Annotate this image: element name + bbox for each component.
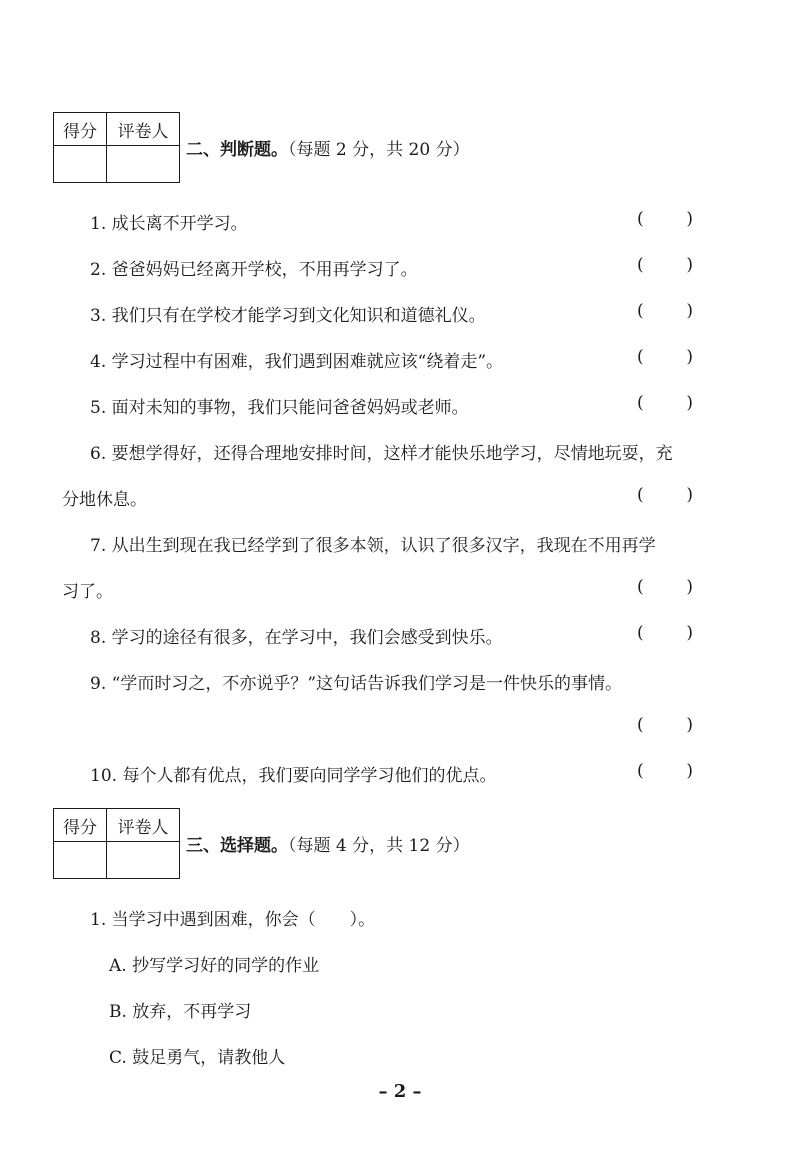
page-number: – 2 – xyxy=(378,1081,422,1102)
section2-title: 二、判断题。 xyxy=(186,140,288,160)
answer-paren-10[interactable]: ( ) xyxy=(637,761,693,781)
judge-item-4: 4. 学习过程中有困难，我们遇到困难就应该“绕着走”。 xyxy=(90,352,504,372)
judge-item-6-line2: 分地休息。 xyxy=(62,490,147,510)
answer-paren-6[interactable]: ( ) xyxy=(637,485,693,505)
judge-item-6-line1: 6. 要想学得好，还得合理地安排时间，这样才能快乐地学习，尽情地玩耍，充 xyxy=(90,444,673,464)
section3-title: 三、选择题。 xyxy=(186,836,288,856)
answer-paren-9[interactable]: ( ) xyxy=(637,715,693,735)
score-header-label: 得分 xyxy=(54,113,107,146)
judge-item-2: 2. 爸爸妈妈已经离开学校，不用再学习了。 xyxy=(90,260,418,280)
score-blank-cell[interactable] xyxy=(54,146,107,183)
choice-question-1: 1. 当学习中遇到困难，你会（ ）。 xyxy=(90,910,376,930)
answer-paren-8[interactable]: ( ) xyxy=(637,623,693,643)
section3-note: （每题 4 分，共 12 分） xyxy=(288,836,470,856)
judge-item-5: 5. 面对未知的事物，我们只能问爸爸妈妈或老师。 xyxy=(90,398,469,418)
answer-paren-5[interactable]: ( ) xyxy=(637,393,693,413)
score-table-section2 xyxy=(53,112,180,183)
judge-item-8: 8. 学习的途径有很多，在学习中，我们会感受到快乐。 xyxy=(90,628,503,648)
judge-item-7-line1: 7. 从出生到现在我已经学到了很多本领，认识了很多汉字，我现在不用再学 xyxy=(90,536,656,556)
score-blank-cell[interactable] xyxy=(54,842,107,879)
judge-item-10: 10. 每个人都有优点，我们要向同学学习他们的优点。 xyxy=(90,766,497,786)
answer-paren-1[interactable]: ( ) xyxy=(637,209,693,229)
answer-paren-7[interactable]: ( ) xyxy=(637,577,693,597)
choice-option-a[interactable]: A. 抄写学习好的同学的作业 xyxy=(109,956,320,976)
choice-option-c[interactable]: C. 鼓足勇气，请教他人 xyxy=(109,1048,286,1068)
grader-blank-cell[interactable] xyxy=(107,842,180,879)
score-table-section3 xyxy=(53,808,180,879)
judge-item-9: 9. “学而时习之，不亦说乎？”这句话告诉我们学习是一件快乐的事情。 xyxy=(90,674,623,694)
judge-item-3: 3. 我们只有在学校才能学习到文化知识和道德礼仪。 xyxy=(90,306,486,326)
choice-option-b[interactable]: B. 放弃，不再学习 xyxy=(109,1002,252,1022)
answer-paren-2[interactable]: ( ) xyxy=(637,255,693,275)
section2-note: （每题 2 分，共 20 分） xyxy=(288,140,470,160)
score-header-label: 得分 xyxy=(54,809,107,842)
judge-item-7-line2: 习了。 xyxy=(62,582,113,602)
section2-heading xyxy=(186,135,470,160)
judge-item-1: 1. 成长离不开学习。 xyxy=(90,214,248,234)
grader-header-label: 评卷人 xyxy=(107,113,180,146)
answer-paren-3[interactable]: ( ) xyxy=(637,301,693,321)
grader-header-label: 评卷人 xyxy=(107,809,180,842)
section3-heading xyxy=(186,831,470,856)
grader-blank-cell[interactable] xyxy=(107,146,180,183)
answer-paren-4[interactable]: ( ) xyxy=(637,347,693,367)
